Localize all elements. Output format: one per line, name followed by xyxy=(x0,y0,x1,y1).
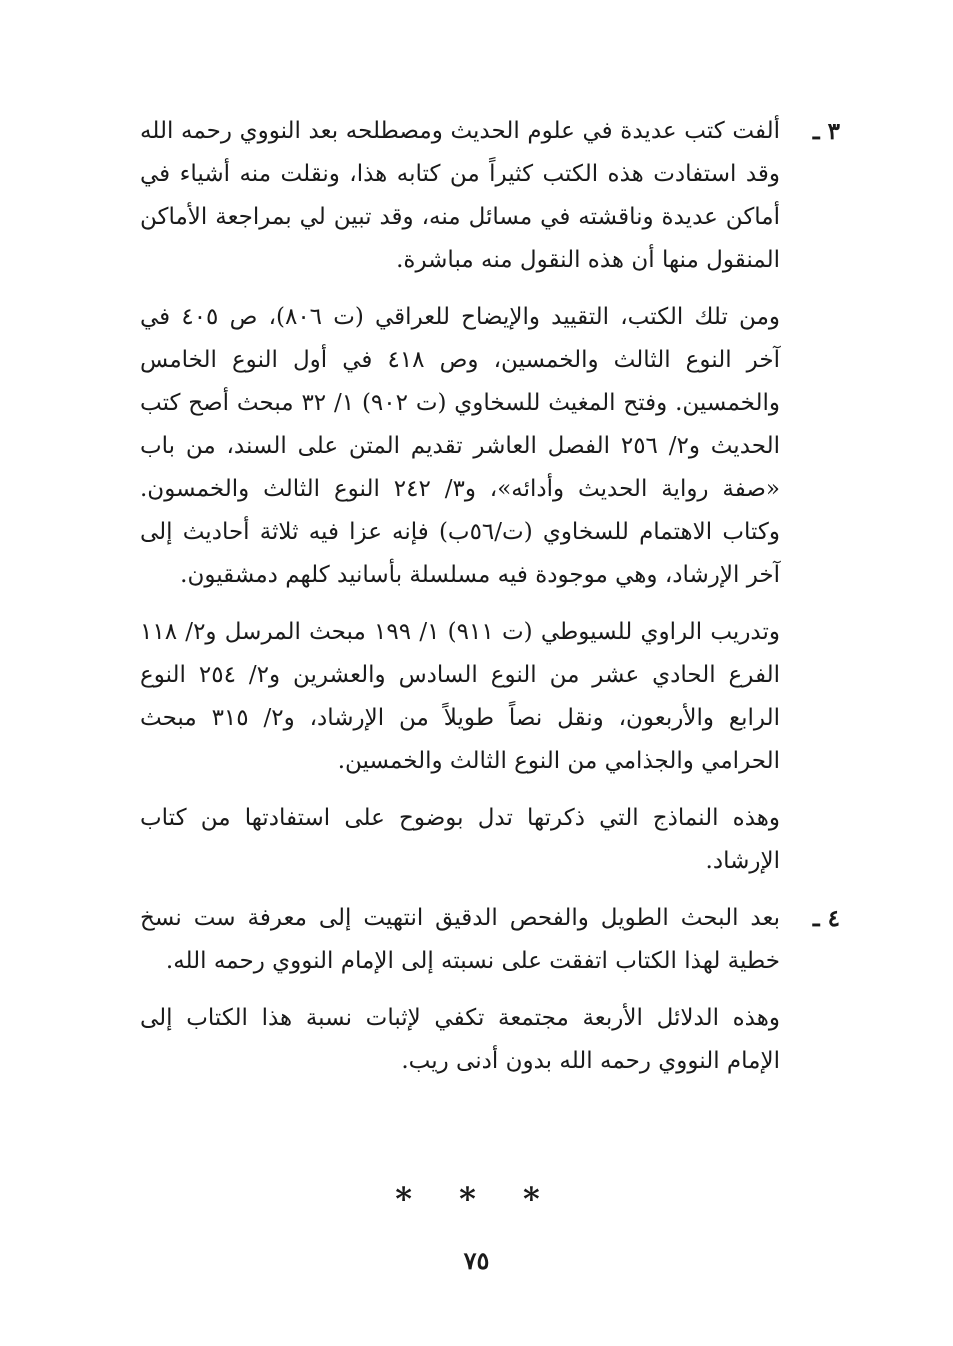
paragraph-examples-2 xyxy=(140,611,840,783)
paragraph-text: وهذه الدلائل الأربعة مجتمعة تكفي لإثبات نسبة هذا الكتاب إلى الإمام النووي رحمه الله بدون أدنى ريب. xyxy=(140,1005,780,1074)
page-number: ٧٥ xyxy=(463,1246,490,1275)
item-3-text: ألفت كتب عديدة في علوم الحديث ومصطلحه بعد النووي رحمه الله وقد استفادت هذه الكتب كثيراً من كتابه هذا، ونقلت منه أشياء في أماكن عديدة وناقشته في مسائل منه، وقد تبين لي بمراجعة الأماكن المنقول منها أن هذه النقول منه مباشرة. xyxy=(140,118,780,273)
paragraph-examples-1 xyxy=(140,296,840,597)
paragraph-text: ومن تلك الكتب، التقييد والإيضاح للعراقي (ت ٨٠٦)، ص ٤٠٥ في آخر النوع الثالث والخمسين، وص ٤١٨ في أول النوع الخامس والخمسين. وفتح المغيث للسخاوي (ت ٩٠٢) ١/ ٣٢ مبحث أصح كتب الحديث و٢/ ٢٥٦ الفصل العاشر تقديم المتن على السند، من باب «صفة رواية الحديث وأدائه»، و٣/ ٢٤٢ النوع الثالث والخمسون. وكتاب الاهتمام للسخاوي (ت/٥٦ب) فإنه عزا فيه ثلاثة أحاديث إلى آخر الإرشاد، وهي موجودة فيه مسلسلة بأسانيد كلهم دمشقيون. xyxy=(140,304,781,588)
paragraph-text: وتدريب الراوي للسيوطي (ت ٩١١) ١/ ١٩٩ مبحث المرسل و٢/ ١١٨ الفرع الحادي عشر من النوع السادس والعشرين و٢/ ٢٥٤ النوع الرابع والأربعون، ونقل نصاً طويلاً من الإرشاد، و٢/ ٣١٥ مبحث الحرامي والجذامي من النوع الثالث والخمسين. xyxy=(140,619,781,774)
page-body xyxy=(140,110,840,1083)
numbered-item-3 xyxy=(140,110,840,282)
paragraph-text: وهذه النماذج التي ذكرتها تدل بوضوح على استفادتها من كتاب الإرشاد. xyxy=(140,805,780,874)
paragraph-conclusion xyxy=(140,797,840,883)
item-number: ٤ ـ xyxy=(812,905,840,932)
item-4-text: بعد البحث الطويل والفحص الدقيق انتهيت إلى معرفة ست نسخ خطية لهذا الكتاب اتفقت على نسبته إلى الإمام النووي رحمه الله. xyxy=(140,905,780,974)
section-separator: * * * xyxy=(395,1180,558,1218)
item-number: ٣ ـ xyxy=(812,118,840,145)
paragraph-summary xyxy=(140,997,840,1083)
numbered-item-4 xyxy=(140,897,840,983)
